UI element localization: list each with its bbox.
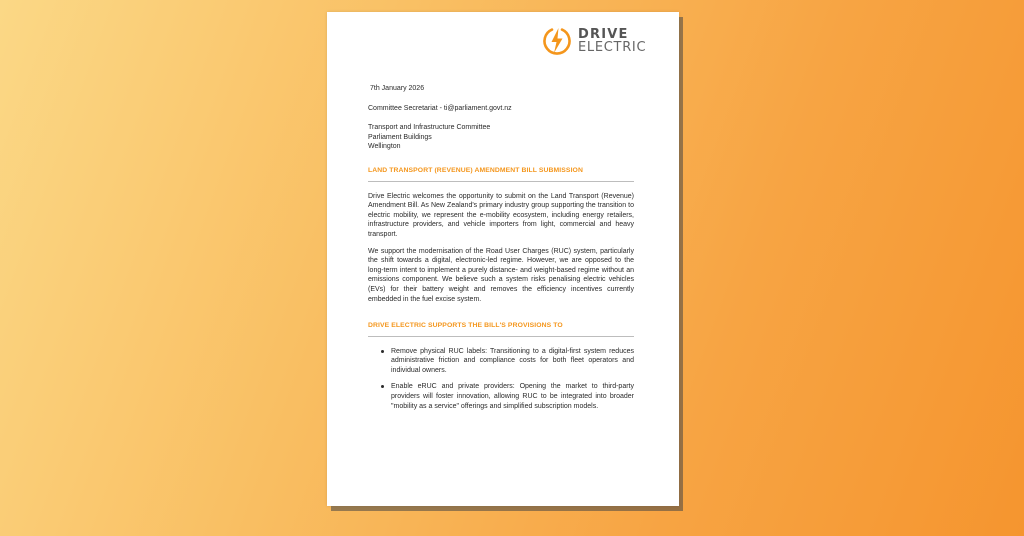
paragraph-position: We support the modernisation of the Road User Charges (RUC) system, particularly the shift towards a digital, electronic-led regime. However, we are opposed to the long-term intent to implement a purely distance- and weight-based regime without an emissions component. We believe such a system risks penalising electric vehicles (EVs) for their battery weight and removes the efficiency incentives currently embedded in the fuel excise system.: [368, 247, 634, 303]
provisions-list: [368, 347, 634, 412]
lightning-bolt-logo-icon: [541, 25, 573, 57]
letter-date: 7th January 2026: [370, 85, 425, 92]
logo-wordmark: [578, 28, 646, 54]
heading-divider: [368, 181, 634, 182]
logo-text-electric: ELECTRIC: [578, 40, 647, 55]
heading-divider: [368, 336, 634, 337]
logo-text-drive: DRIVE: [578, 27, 629, 42]
list-item: [381, 382, 634, 411]
letter-body: [368, 84, 634, 418]
address-line: Parliament Buildings: [368, 133, 432, 141]
section-heading-provisions: DRIVE ELECTRIC SUPPORTS THE BILL'S PROVISIONS TO: [368, 322, 563, 330]
bullet-icon: [381, 385, 384, 388]
address-line: Wellington: [368, 143, 401, 151]
bullet-icon: [381, 350, 384, 353]
drive-electric-logo: [541, 25, 646, 57]
list-item: [381, 347, 634, 376]
section-heading-submission: LAND TRANSPORT (REVENUE) AMENDMENT BILL SUBMISSION: [368, 166, 583, 174]
list-item-text: Enable eRUC and private providers: Opening the market to third-party providers will foster innovation, allowing RUC to be integrated into broader "mobility as a service" offerings and simplified subscription models.: [391, 383, 634, 410]
recipient-address: [368, 123, 634, 152]
list-item-text: Remove physical RUC labels: Transitioning to a digital-first system reduces administrative friction and compliance costs for both fleet operators and individual owners.: [391, 347, 634, 374]
paragraph-intro: Drive Electric welcomes the opportunity to submit on the Land Transport (Revenue) Amendment Bill. As New Zealand's primary industry group supporting the transition to electric mobility, we represent the e-mobility ecosystem, including energy retailers, infrastructure providers, and vehicle importers from light, commercial and heavy transport.: [368, 192, 634, 238]
document-page: [327, 12, 679, 506]
address-line: Transport and Infrastructure Committee: [368, 124, 491, 132]
recipient-secretariat: Committee Secretariat - ti@parliament.govt.nz: [368, 104, 512, 112]
